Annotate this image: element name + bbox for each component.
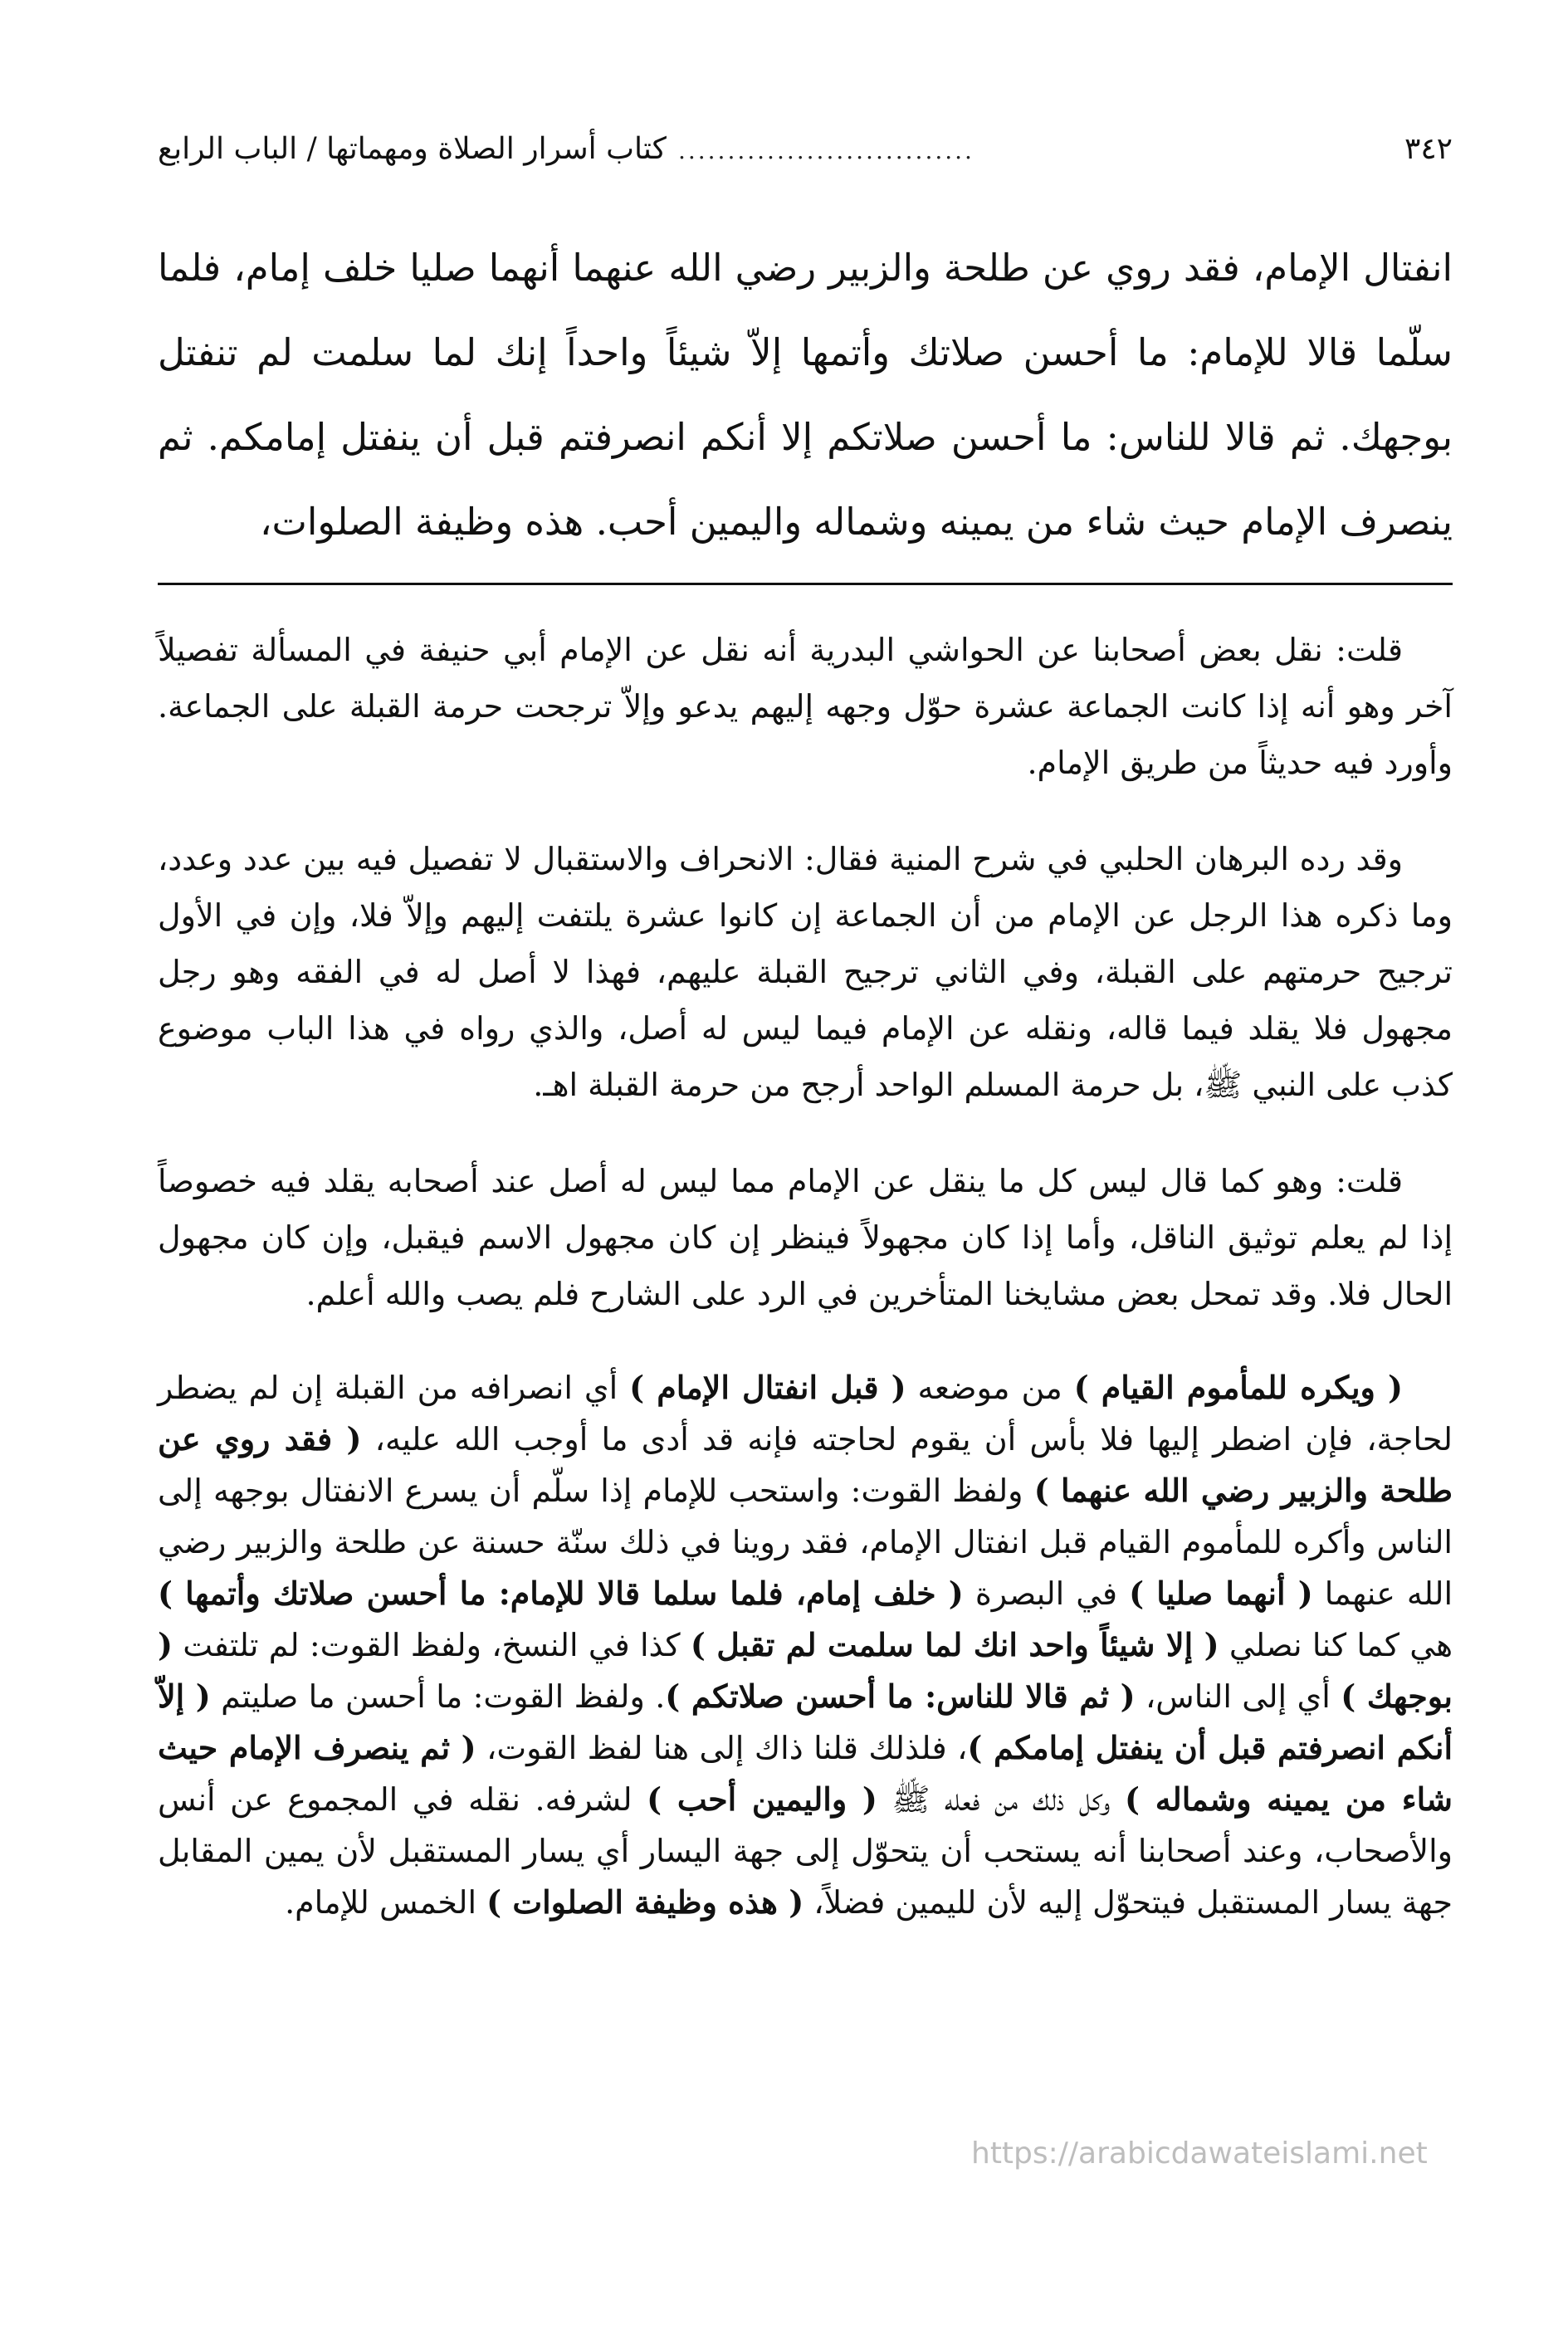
sharh-text: أي انصرافه من القبلة إن لم يضطر لحاجة، فإن اضطر إليها فلا بأس أن يقوم لحاجته فإنه قد أدى ما أوجب الله عليه، (158, 1370, 1453, 1458)
sharh-text: من موضعه (906, 1370, 1074, 1406)
sharh-text: لشرفه. نقله في المجموع عن أنس والأصحاب، وعند أصحابنا أنه يستحب أن يتحوّل إلى جهة اليسار أي يسار المستقبل لأن يمين المقابل جهة يسار المستقبل فيتحوّل إليه لأن لليمين فضلاً، (158, 1781, 1453, 1921)
quoted-matn: ( هذه وظيفة الصلوات ) (486, 1883, 804, 1921)
header-title-group (158, 125, 975, 176)
sharh-text: . ولفظ القوت: ما أحسن ما صليتم (210, 1678, 666, 1715)
quoted-matn: ( قبل انفتال الإمام ) (629, 1369, 906, 1406)
quoted-matn: ( إلاّ أنكم انصرفتم قبل أن ينفتل إمامكم ) (158, 1677, 1453, 1766)
quoted-matn: ( فقد روي عن طلحة والزبير رضي الله عنهما ) (158, 1420, 1453, 1509)
sharh-text: أي إلى الناس، (1135, 1678, 1341, 1715)
note-paragraph: قلت: وهو كما قال ليس كل ما ينقل عن الإمام مما ليس له أصل عند أصحابه يقلد فيه خصوصاً إذا لم يعلم توثيق الناقل، وأما إذا كان مجهولاً فينظر إن كان مجهول الاسم فيقبل، وإن كان مجهول الحال فلا. وقد تمحل بعض مشايخنا المتأخرين في الرد على الشارح فلم يصب والله أعلم. (158, 1163, 1453, 1312)
separator-line (158, 583, 1453, 585)
quoted-matn: ( ثم ينصرف الإمام حيث شاء من يمينه وشماله ) (158, 1729, 1453, 1818)
quoted-matn: ( خلف إمام، فلما سلما قالا للإمام: ما أحسن صلاتك وأتمها ) (158, 1575, 964, 1612)
header-dots: .............................. (677, 137, 975, 164)
sharh-paragraph (158, 1362, 1453, 1928)
main-text: انفتال الإمام، فقد روي عن طلحة والزبير رضي الله عنهما أنهما صليا خلف إمام، فلما سلّما قالا للإمام: ما أحسن صلاتك وأتمها إلاّ شيئاً واحداً إنك لما سلمت لم تنفتل بوجهك. ثم قالا للناس: ما أحسن صلاتكم إلا أنكم انصرفتم قبل أن ينفتل إمامكم. ثم ينصرف الإمام حيث شاء من يمينه وشماله واليمين أحب. هذه وظيفة الصلوات، (158, 246, 1453, 544)
sharh-text: الخمس للإمام. (285, 1884, 487, 1921)
quoted-matn: ( ويكره للمأموم القيام ) (1073, 1369, 1403, 1406)
running-header (158, 125, 1453, 174)
book-page (158, 125, 1453, 1928)
page-number: ٣٤٢ (1404, 132, 1453, 166)
sharh-text: هي كما كنا نصلي (1219, 1627, 1453, 1663)
notes-section (158, 622, 1453, 1322)
sharh-text: كذا في النسخ، ولفظ القوت: لم تلتفت (172, 1627, 691, 1663)
quoted-matn: ( واليمين أحب ) (647, 1780, 877, 1818)
quoted-matn: ( ثم قالا للناس: ما أحسن صلاتكم ) (665, 1677, 1136, 1715)
sharh-text: في البصرة (963, 1575, 1130, 1612)
sharh-text: ، فلذلك قلنا ذاك إلى هنا لفظ القوت، (476, 1730, 968, 1766)
header-title: كتاب أسرار الصلاة ومهماتها / الباب الرابع (158, 132, 667, 166)
watermark-url: https://arabicdawateislami.net (971, 2136, 1428, 2171)
quoted-matn: ( أنهما صليا ) (1129, 1575, 1313, 1612)
note-paragraph: وقد رده البرهان الحلبي في شرح المنية فقال: الانحراف والاستقبال لا تفصيل فيه بين عدد وعدد، وما ذكره هذا الرجل عن الإمام من أن الجماعة إن كانوا عشرة يلتفت إليهم وإلاّ فلا، وإن في الأول ترجيح حرمتهم على القبلة، وفي الثاني ترجيح القبلة عليهم، فهذا لا أصل له في الفقه وهو رجل مجهول فلا يقلد فيما قاله، ونقله عن الإمام فيما ليس له أصل، والذي رواه في هذا الباب موضوع كذب على النبي ﷺ، بل حرمة المسلم الواحد أرجح من حرمة القبلة اهـ. (158, 841, 1453, 1103)
sharh-text: وكل ذلك من فعله ﷺ (877, 1781, 1126, 1818)
sharh-section (158, 1362, 1453, 1928)
note-paragraph: قلت: نقل بعض أصحابنا عن الحواشي البدرية أنه نقل عن الإمام أبي حنيفة في المسألة تفصيلاً آخر وهو أنه إذا كانت الجماعة عشرة حوّل وجهه إليهم يدعو وإلاّ ترجحت حرمة القبلة على الجماعة. وأورد فيه حديثاً من طريق الإمام. (158, 632, 1453, 781)
sharh-text: ولفظ القوت: واستحب للإمام إذا سلّم أن يسرع الانفتال بوجهه إلى الناس وأكره للمأموم القيام قبل انفتال الإمام، فقد روينا في ذلك سنّة حسنة عن طلحة والزبير رضي الله عنهما (158, 1472, 1453, 1612)
quoted-matn: ( بوجهك ) (158, 1626, 1453, 1715)
quoted-matn: ( إلا شيئاً واحد انك لما سلمت لم تقبل ) (690, 1626, 1219, 1663)
